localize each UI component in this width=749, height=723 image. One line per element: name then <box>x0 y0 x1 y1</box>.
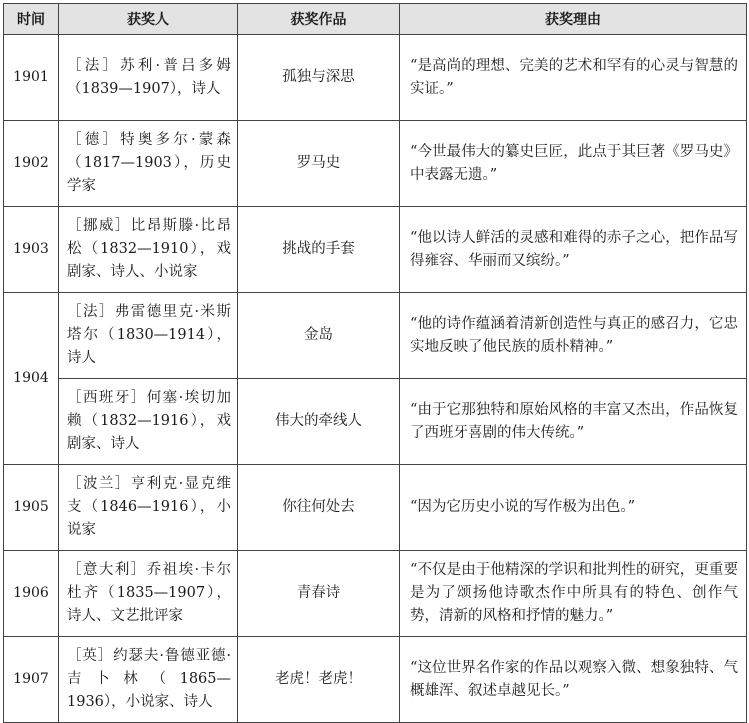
table-row <box>4 121 747 207</box>
winner-cell: ［波兰］亨利克·显克维支（1846—1916），小说家 <box>59 465 238 551</box>
winner-cell: ［挪威］比昂斯滕·比昂松（1832—1910），戏剧家、诗人、小说家 <box>59 207 238 293</box>
header-winner: 获奖人 <box>59 4 238 35</box>
year-cell: 1904 <box>4 293 59 465</box>
nobel-prize-table <box>3 3 747 723</box>
reason-cell: “因为它历史小说的写作极为出色。” <box>400 465 747 551</box>
table-row <box>4 293 747 379</box>
year-cell: 1902 <box>4 121 59 207</box>
reason-cell: “这位世界名作家的作品以观察入微、想象独特、气概雄浑、叙述卓越见长。” <box>400 637 747 723</box>
year-cell: 1901 <box>4 35 59 121</box>
reason-cell: “由于它那独特和原始风格的丰富又杰出，作品恢复了西班牙喜剧的伟大传统。” <box>400 379 747 465</box>
header-year: 时间 <box>4 4 59 35</box>
table-row <box>4 465 747 551</box>
winner-cell: ［西班牙］何塞·埃切加赖（1832—1916），戏剧家、诗人 <box>59 379 238 465</box>
table-row <box>4 551 747 637</box>
winner-cell: ［德］特奥多尔·蒙森（1817—1903），历史学家 <box>59 121 238 207</box>
table-row <box>4 207 747 293</box>
work-cell: 孤独与深思 <box>238 35 400 121</box>
work-cell: 老虎！老虎！ <box>238 637 400 723</box>
work-cell: 罗马史 <box>238 121 400 207</box>
work-cell: 青春诗 <box>238 551 400 637</box>
table-row <box>4 637 747 723</box>
reason-cell: “他以诗人鲜活的灵感和难得的赤子之心，把作品写得雍容、华丽而又缤纷。” <box>400 207 747 293</box>
year-cell: 1907 <box>4 637 59 723</box>
work-cell: 伟大的牵线人 <box>238 379 400 465</box>
header-reason: 获奖理由 <box>400 4 747 35</box>
winner-cell: ［英］约瑟夫·鲁德亚德·吉卜林（1865—1936），小说家、诗人 <box>59 637 238 723</box>
header-row <box>4 4 747 35</box>
winner-cell: ［意大利］乔祖埃·卡尔杜齐（1835—1907），诗人、文艺批评家 <box>59 551 238 637</box>
work-cell: 金岛 <box>238 293 400 379</box>
year-cell: 1905 <box>4 465 59 551</box>
header-work: 获奖作品 <box>238 4 400 35</box>
reason-cell: “今世最伟大的纂史巨匠，此点于其巨著《罗马史》中表露无遗。” <box>400 121 747 207</box>
reason-cell: “他的诗作蕴涵着清新创造性与真正的感召力，它忠实地反映了他民族的质朴精神。” <box>400 293 747 379</box>
table-row <box>4 35 747 121</box>
table-row <box>4 379 747 465</box>
winner-cell: ［法］苏利·普吕多姆（1839—1907），诗人 <box>59 35 238 121</box>
work-cell: 你往何处去 <box>238 465 400 551</box>
winner-cell: ［法］弗雷德里克·米斯塔尔（1830—1914），诗人 <box>59 293 238 379</box>
reason-cell: “不仅是由于他精深的学识和批判性的研究，更重要是为了颂扬他诗歌杰作中所具有的特色、创作气势，清新的风格和抒情的魅力。” <box>400 551 747 637</box>
year-cell: 1903 <box>4 207 59 293</box>
year-cell: 1906 <box>4 551 59 637</box>
work-cell: 挑战的手套 <box>238 207 400 293</box>
reason-cell: “是高尚的理想、完美的艺术和罕有的心灵与智慧的实证。” <box>400 35 747 121</box>
